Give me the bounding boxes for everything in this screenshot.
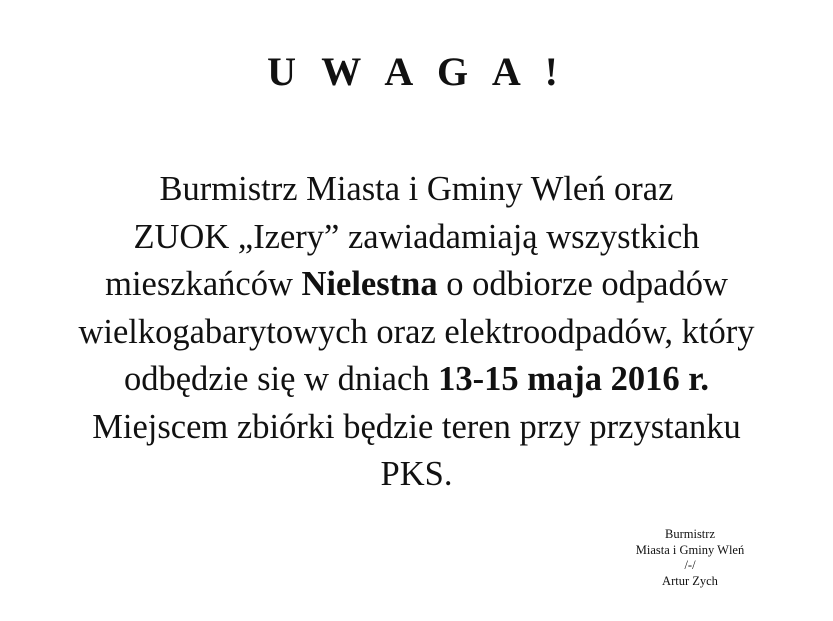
notice-line-7: PKS. (380, 455, 453, 493)
signature-role: Burmistrz (665, 527, 715, 541)
collection-dates: 13-15 maja 2016 r. (438, 360, 710, 398)
notice-line-3-prefix: mieszkańców (105, 265, 302, 303)
signature-mark: /-/ (684, 558, 696, 572)
signature-name: Artur Zych (662, 573, 718, 588)
notice-line-5 (0, 356, 833, 404)
notice-line-5-prefix: odbędzie się w dniach (123, 360, 439, 398)
notice-line-1: Burmistrz Miasta i Gminy Wleń oraz (159, 170, 674, 208)
notice-line-4: wielkogabarytowych oraz elektroodpadów, który (78, 312, 755, 351)
village-name: Nielestna (301, 265, 438, 303)
notice-line-6: Miejscem zbiórki będzie teren przy przystanku (92, 407, 741, 446)
signature-block (610, 527, 770, 589)
signature-office: Miasta i Gminy Wleń (635, 542, 745, 557)
notice-line-2: ZUOK „Izery” zawiadamiają wszystkich (133, 217, 700, 256)
notice-body (0, 166, 833, 499)
notice-line-3-suffix: o odbiorze odpadów (437, 265, 728, 303)
notice-title: U W A G A ! (267, 49, 566, 94)
notice-line-3 (0, 261, 833, 309)
